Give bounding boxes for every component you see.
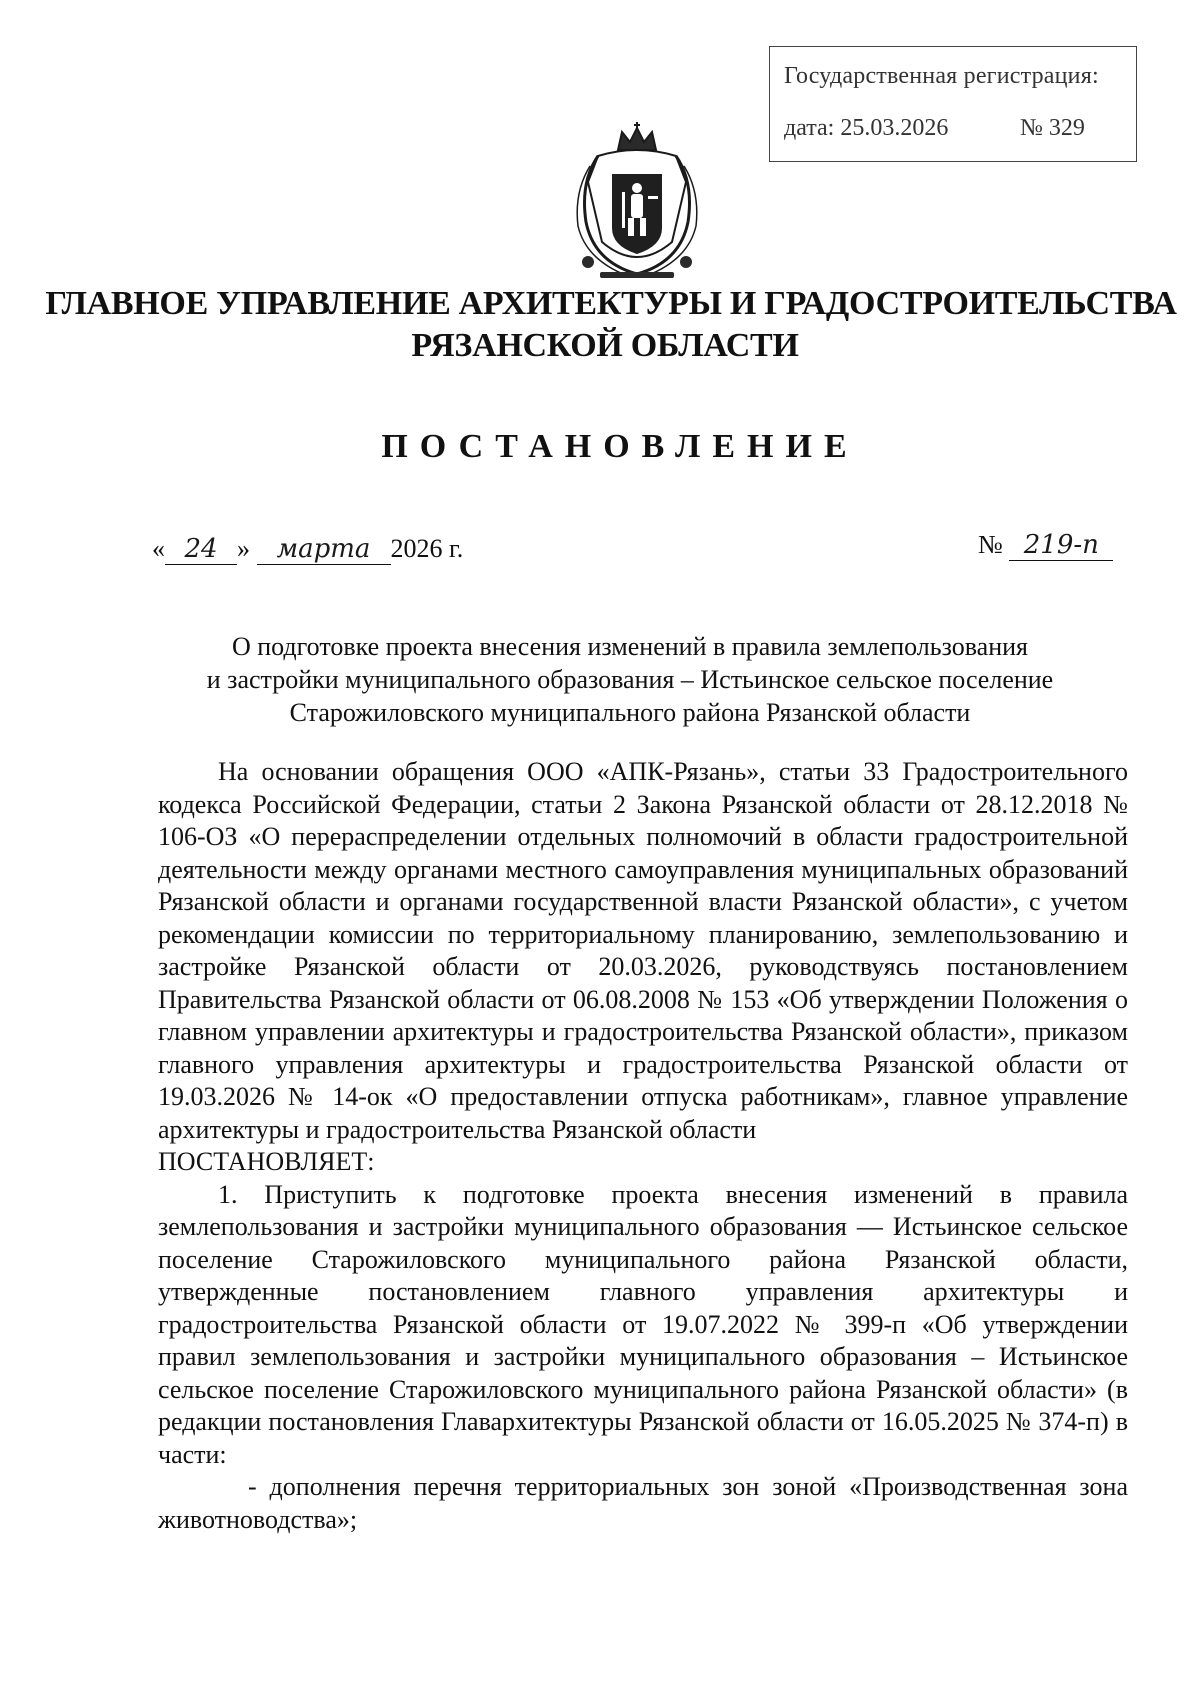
resolves-heading: ПОСТАНОВЛЯЕТ: xyxy=(158,1147,375,1176)
document-type: ПОСТАНОВЛЕНИЕ xyxy=(381,428,859,465)
item-1-subitem-1: - дополнения перечня территориальных зон зоной «Производственная зона животноводства»; xyxy=(158,1472,1128,1534)
organization-name-line1: ГЛАВНОЕ УПРАВЛЕНИЕ АРХИТЕКТУРЫ И ГРАДОСТРОИТЕЛЬСТВА xyxy=(45,285,1177,322)
coat-of-arms-icon xyxy=(568,122,706,280)
number-prefix: № xyxy=(978,530,1003,559)
subject-line2: и застройки муниципального образования – Истьинское сельское поселение xyxy=(206,665,1054,694)
handwritten-day: 24 xyxy=(165,534,237,565)
registration-title: Государственная регистрация: xyxy=(784,63,1099,89)
date-open-quote: « xyxy=(152,534,165,563)
handwritten-month: марта xyxy=(257,534,391,565)
registration-stamp xyxy=(769,46,1137,162)
subject-line1: О подготовке проекта внесения изменений в правила землепользования xyxy=(231,632,1028,661)
document-number xyxy=(978,530,1113,561)
registration-number: № 329 xyxy=(1020,115,1085,141)
organization-name-line2: РЯЗАНСКОЙ ОБЛАСТИ xyxy=(411,327,799,364)
document-subject xyxy=(160,630,1100,729)
item-1-paragraph: 1. Приступить к подготовке проекта внесения изменений в правила землепользования и застройки муниципального образования — Истьинское сельское поселение Старожиловского муниципального района Рязанской области, утвержденные постановлением главного управления архитектуры и градостроительства Рязанской области от 19.07.2022 № 399-п «Об утверждении правил землепользования и застройки муниципального образования – Истьинское сельское поселение Старожиловского муниципального района Рязанской области» (в редакции постановления Главархитектуры Рязанской области от 16.05.2025 № 374-п) в части: xyxy=(158,1179,1128,1469)
handwritten-number: 219-п xyxy=(1009,530,1113,561)
registration-date: дата: 25.03.2026 xyxy=(784,115,949,141)
document-date xyxy=(152,534,463,565)
document-body xyxy=(158,756,1128,1536)
preamble-paragraph: На основании обращения ООО «АПК-Рязань», статьи 33 Градостроительного кодекса Российской Федерации, статьи 2 Закона Рязанской области от 28.12.2018 № 106-ОЗ «О перераспределении отдельных полномочий в области градостроительной деятельности между органами местного самоуправления муниципальных образований Рязанской области и органами государственной власти Рязанской области», с учетом рекомендации комиссии по территориальному планированию, землепользованию и застройке Рязанской области от 20.03.2026, руководствуясь постановлением Правительства Рязанской области от 06.08.2008 № 153 «Об утверждении Положения о главном управлении архитектуры и градостроительства Рязанской области», приказом главного управления архитектуры и градостроительства Рязанской области от 19.03.2026 № 14-ок «О предоставлении отпуска работникам», главное управление архитектуры и градостроительства Рязанской области xyxy=(158,757,1128,1144)
date-year: 2026 г. xyxy=(390,534,464,563)
date-close-quote: » xyxy=(237,534,250,563)
subject-line3: Старожиловского муниципального района Рязанской области xyxy=(289,698,971,727)
